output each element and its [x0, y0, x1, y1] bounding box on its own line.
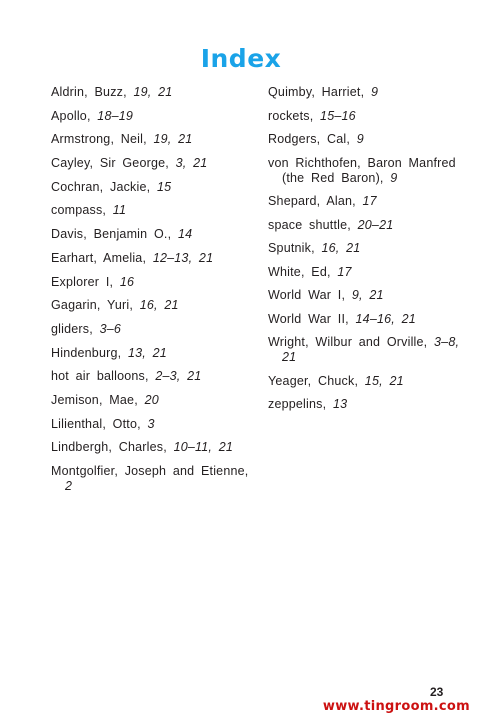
index-entry [268, 132, 468, 147]
index-term: Aldrin, Buzz, [51, 85, 134, 99]
index-pages: 11 [112, 203, 127, 218]
index-pages: 17 [337, 264, 352, 279]
index-entry [51, 251, 251, 266]
index-entry [268, 397, 468, 412]
index-entry [51, 132, 251, 147]
index-pages: 13 [332, 397, 348, 411]
index-term: Quimby, Harriet, [268, 85, 371, 99]
index-pages: 20–21 [357, 217, 394, 232]
index-pages: 14 [177, 227, 193, 242]
index-entry [51, 322, 251, 337]
index-term: Shepard, Alan, [268, 194, 363, 208]
index-entry [51, 180, 251, 195]
index-term: Jemison, Mae, [51, 392, 145, 407]
index-entry [51, 464, 251, 494]
index-pages: 16, 21 [139, 298, 179, 313]
index-term: Montgolfier, Joseph and Etienne, [51, 464, 249, 478]
index-column-left [51, 85, 251, 503]
index-pages: 19, 21 [153, 132, 193, 147]
index-term: Lindbergh, Charles, [51, 440, 174, 455]
index-pages: 9, 21 [351, 288, 384, 302]
index-entry [268, 109, 468, 124]
index-entry [51, 369, 251, 384]
index-term: Wright, Wilbur and Orville, [268, 335, 435, 349]
index-term: Cayley, Sir George, [51, 156, 176, 171]
index-pages: 15–16 [320, 108, 356, 123]
index-pages: 9 [370, 85, 379, 99]
index-term: gliders, [51, 321, 100, 336]
index-pages: 2–3, 21 [155, 369, 202, 384]
index-entry [51, 417, 251, 432]
index-term: compass, [51, 203, 113, 218]
index-term: hot air balloons, [51, 369, 156, 384]
index-entry [51, 156, 251, 171]
index-pages: 9 [390, 170, 398, 185]
index-term: Cochran, Jackie, [51, 179, 157, 194]
index-entry [268, 374, 468, 389]
page-number: 23 [430, 685, 444, 699]
index-pages: 16, 21 [321, 241, 361, 255]
index-term: World War II, [268, 311, 356, 326]
index-entry [51, 440, 251, 455]
watermark-link[interactable]: www.tingroom.com [322, 699, 470, 714]
index-entry [268, 241, 468, 256]
index-pages: 17 [362, 194, 377, 208]
index-pages: 12–13, 21 [152, 250, 214, 265]
index-entry [268, 85, 468, 100]
index-term: Hindenburg, [51, 345, 128, 360]
index-term: Apollo, [51, 108, 98, 123]
index-pages: 9 [356, 132, 364, 146]
index-pages: 10–11, 21 [173, 440, 234, 455]
index-pages: 15, 21 [364, 373, 404, 388]
index-entry [268, 194, 468, 209]
index-entry [51, 275, 251, 290]
index-entry [268, 156, 468, 186]
index-term: White, Ed, [268, 264, 338, 279]
index-term: Lilienthal, Otto, [51, 416, 148, 431]
index-entry [51, 85, 251, 100]
index-pages: 14–16, 21 [355, 311, 416, 326]
index-entry [268, 312, 468, 327]
index-entry [268, 265, 468, 280]
index-pages: 3–6 [99, 321, 122, 336]
index-term: Earhart, Amelia, [51, 250, 153, 265]
index-entry [51, 298, 251, 313]
index-term: von Richthofen, Baron Manfred (the Red Baron), [268, 155, 456, 185]
index-pages: 13, 21 [127, 345, 167, 360]
index-pages: 3, 21 [175, 156, 208, 171]
index-pages: 16 [119, 274, 135, 289]
index-pages: 3–8, 21 [282, 335, 460, 364]
index-pages: 18–19 [97, 108, 134, 123]
index-entry [51, 393, 251, 408]
index-pages: 20 [144, 392, 159, 407]
index-entry [51, 227, 251, 242]
index-term: Armstrong, Neil, [51, 132, 154, 147]
index-pages: 3 [147, 416, 155, 431]
index-term: zeppelins, [268, 397, 333, 411]
index-entry [51, 346, 251, 361]
index-term: space shuttle, [268, 217, 358, 232]
page-title: Index [200, 44, 282, 73]
index-term: Davis, Benjamin O., [51, 227, 178, 242]
index-pages: 19, 21 [133, 85, 173, 99]
index-entry [268, 335, 468, 365]
index-term: rockets, [268, 108, 321, 123]
index-entry [268, 288, 468, 303]
index-term: Explorer I, [51, 274, 120, 289]
index-term: Sputnik, [268, 241, 322, 255]
index-term: Rodgers, Cal, [268, 132, 357, 146]
index-entry [51, 109, 251, 124]
index-column-right [268, 85, 468, 421]
index-term: World War I, [268, 288, 352, 302]
index-pages: 15 [156, 179, 172, 194]
index-term: Yeager, Chuck, [268, 373, 365, 388]
index-entry [51, 203, 251, 218]
index-entry [268, 218, 468, 233]
index-term: Gagarin, Yuri, [51, 298, 140, 313]
index-pages: 2 [65, 479, 73, 493]
